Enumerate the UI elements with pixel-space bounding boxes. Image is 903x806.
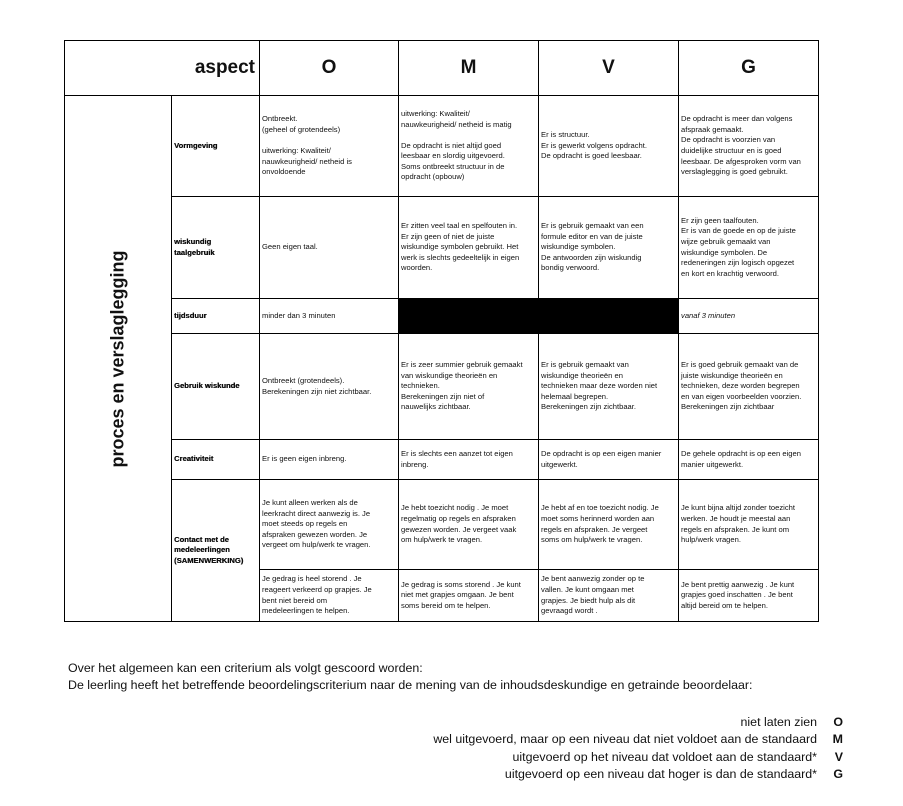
legend-row [433, 749, 843, 766]
cell-text-line: uitgewerkt. [541, 459, 578, 469]
cell-text-line: Er is gebruik gemaakt van een [541, 221, 644, 231]
aspect-name [172, 299, 260, 334]
section-label-cell [65, 96, 172, 622]
cell-text-line: woorden. [401, 263, 433, 273]
criterion-cell-o [260, 197, 399, 299]
cell-text-line: van wiskundige theorieën en [401, 370, 498, 380]
criterion-cell-m [399, 480, 539, 570]
cell-text-line: reageert verkeerd op grapjes. Je [262, 584, 372, 594]
criterion-cell-o [260, 96, 399, 197]
level-header-g: G [679, 41, 819, 96]
aspect-name [172, 96, 260, 197]
cell-text-line: Vormgeving [174, 140, 218, 150]
cell-text-line: Er is goed gebruik gemaakt van de [681, 360, 799, 370]
cell-text-line: wiskundige symbolen. [541, 242, 616, 252]
cell-text-line: opdracht (opbouw) [401, 172, 465, 182]
cell-text-line: De opdracht is voorzien van [681, 135, 776, 145]
cell-text-line: taalgebruik [174, 247, 215, 257]
cell-text-line: werk is slechts gedeeltelijk in eigen [401, 252, 520, 262]
cell-text-line: manier uitgewerkt. [681, 459, 744, 469]
aspect-name [172, 440, 260, 480]
cell-text-line: De opdracht is goed leesbaar. [541, 151, 642, 161]
cell-text-line: gewezen worden. Je vergeet vaak [401, 524, 517, 534]
cell-text-line: Je hebt af en toe toezicht nodig. Je [541, 503, 659, 513]
cell-text-line: Er zijn geen taalfouten. [681, 215, 759, 225]
cell-text-line: medeleerlingen te helpen. [262, 606, 350, 616]
cell-text-line: moet soms herinnerd worden aan [541, 513, 655, 523]
cell-text-line: Je kunt alleen werken als de [262, 498, 358, 508]
cell-text-line: soms bereid om te helpen. [401, 600, 491, 610]
cell-text-line: leesbaar en slordig uitgevoerd. [401, 151, 505, 161]
cell-text-line: en kort en krachtig verwoord. [681, 268, 779, 278]
cell-text-line: werken. Je houdt je meestal aan [681, 513, 791, 523]
criterion-cell-v [539, 440, 679, 480]
cell-text-line: Je gedrag is heel storend . Je [262, 574, 362, 584]
cell-text-line: vanaf 3 minuten [681, 310, 736, 320]
cell-text-line: Ontbreekt. [262, 114, 298, 124]
header-row [65, 41, 819, 96]
cell-text-line: De opdracht is meer dan volgens [681, 114, 793, 124]
criterion-cell-o [260, 440, 399, 480]
cell-text-line: bondig verwoord. [541, 263, 600, 273]
cell-text-line: Je bent prettig aanwezig . Je kunt [681, 579, 795, 589]
cell-text-line: redeneringen zijn logisch opgezet [681, 258, 795, 268]
legend-code: V [834, 749, 843, 764]
cell-text-line: nauwelijks zichtbaar. [401, 402, 471, 412]
cell-text-line: om hulp/werk te vragen. [401, 535, 483, 545]
cell-text-line: Berekeningen zijn zichtbaar [681, 402, 775, 412]
cell-text-line: Contact met de [174, 534, 229, 544]
criterion-cell-g [679, 96, 819, 197]
cell-text-line: technieken, deze worden begrepen [681, 381, 800, 391]
note-line: De leerling heeft het betreffende beoordelingscriterium naar de mening van de inhoudsdeskundige en getrainde beoordelaar: [68, 677, 753, 692]
criterion-cell-o [260, 299, 399, 334]
cell-text-line: bent niet bereid om [262, 595, 328, 605]
cell-text-line: De opdracht is niet altijd goed [401, 140, 502, 150]
criterion-cell-m [399, 197, 539, 299]
score-legend [433, 714, 843, 783]
cell-text-line: verslaglegging is goed gebruikt. [681, 167, 788, 177]
cell-text-line: De gehele opdracht is op een eigen [681, 448, 801, 458]
criterion-cell-o [260, 570, 399, 622]
cell-text-line: moet steeds op regels en [262, 519, 348, 529]
cell-text-line [401, 130, 536, 141]
rubric-table [64, 40, 819, 622]
cell-text-line: Er is gebruik gemaakt van [541, 360, 629, 370]
rubric-row-wiskundig-taalgebruik [65, 197, 819, 299]
cell-text-line: leesbaar. De afgesproken vorm van [681, 156, 801, 166]
legend-row [433, 731, 843, 748]
cell-text-line: en van eigen voorbeelden voorzien. [681, 391, 802, 401]
cell-text-line: De antwoorden zijn wiskundig [541, 252, 642, 262]
cell-text-line: Er is gewerkt volgens opdracht. [541, 140, 647, 150]
cell-text-line: (geheel of grotendeels) [262, 124, 341, 134]
cell-text-line: onvoldoende [262, 167, 306, 177]
criterion-cell-v [539, 96, 679, 197]
criterion-cell-g [679, 334, 819, 440]
cell-text-line: Creativiteit [174, 454, 214, 464]
cell-text-line: regels en afspraken. Je kunt om [681, 524, 790, 534]
cell-text-line: vallen. Je kunt omgaan met [541, 584, 634, 594]
cell-text-line: Berekeningen zijn niet zichtbaar. [262, 386, 372, 396]
cell-text-line: afspraken gewezen worden. Je [262, 529, 368, 539]
cell-text-line: afspraak gemaakt. [681, 124, 744, 134]
cell-text-line: juiste wiskundige theorieën en [681, 370, 783, 380]
cell-text-line: tijdsduur [174, 310, 207, 320]
cell-text-line: Je gedrag is soms storend . Je kunt [401, 579, 521, 589]
criterion-cell-o [260, 334, 399, 440]
criterion-cell-m [399, 334, 539, 440]
aspect-header: aspect [65, 41, 260, 96]
note-line: Over het algemeen kan een criterium als volgt gescoord worden: [68, 661, 423, 675]
criterion-cell-v [539, 480, 679, 570]
cell-text-line: minder dan 3 minuten [262, 310, 336, 320]
aspect-name [172, 334, 260, 440]
legend-description: uitgevoerd op het niveau dat voldoet aan de standaard* [512, 749, 817, 764]
cell-text-line: wijze gebruik gemaakt van [681, 236, 771, 246]
criterion-cell-m [399, 440, 539, 480]
legend-code: M [832, 732, 843, 747]
cell-text-line: Je bent aanwezig zonder op te [541, 574, 645, 584]
cell-text-line: (SAMENWERKING) [174, 555, 244, 565]
cell-text-line: niet met grapjes omgaan. Je bent [401, 590, 514, 600]
cell-text-line: wiskundige symbolen gebruikt. Het [401, 242, 519, 252]
legend-code: O [833, 715, 843, 729]
cell-text-line: inbreng. [401, 459, 429, 469]
cell-text-line: vergeet om hulp/werk te vragen. [262, 540, 371, 550]
legend-description: niet laten zien [740, 715, 817, 729]
cell-text-line: soms om hulp/werk te vragen. [541, 535, 643, 545]
rubric-row-tijdsduur [65, 299, 819, 334]
criterion-cell-v [539, 197, 679, 299]
cell-text-line: nauwkeurigheid/ netheid is [262, 156, 352, 166]
cell-text-line: Er is structuur. [541, 130, 590, 140]
legend-row [433, 766, 843, 783]
cell-text-line: Geen eigen taal. [262, 242, 318, 252]
rubric-row-gebruik-wiskunde [65, 334, 819, 440]
cell-text-line: duidelijke structuur en is goed [681, 146, 782, 155]
criterion-cell-g [679, 299, 819, 334]
cell-text-line: regels en afspraken. Je vergeet [541, 524, 648, 534]
cell-text-line: grapjes. Je biedt hulp als dit [541, 595, 636, 605]
criterion-cell-o [260, 480, 399, 570]
cell-text-line: technieken maar deze worden niet [541, 381, 658, 391]
cell-text-line: Gebruik wiskunde [174, 381, 240, 391]
cell-text-line: wiskundig [174, 236, 212, 246]
cell-text-line: formule editor en van de juiste [541, 231, 643, 241]
cell-text-line: hulp/werk vragen. [681, 535, 741, 545]
scoring-note [68, 660, 752, 693]
level-header-o: O [260, 41, 399, 96]
cell-text-line: uitwerking: Kwaliteit/ [401, 108, 470, 118]
rubric-row-vormgeving [65, 96, 819, 197]
cell-text-line: De opdracht is op een eigen manier [541, 448, 662, 458]
cell-text-line: Berekeningen zijn niet of [401, 391, 485, 401]
aspect-name [172, 480, 260, 622]
cell-text-line: Er zitten veel taal en spelfouten in. [401, 221, 518, 231]
cell-text-line: Er zijn geen of niet de juiste [401, 231, 495, 241]
section-label: proces en verslaglegging [107, 249, 128, 468]
cell-text-line: Er is van de goede en op de juiste [681, 226, 796, 236]
cell-text-line: Er is geen eigen inbreng. [262, 454, 347, 464]
criterion-cell-g [679, 570, 819, 622]
cell-text-line: Er is zeer summier gebruik gemaakt [401, 360, 523, 370]
cell-text-line: Je kunt bijna altijd zonder toezicht [681, 503, 795, 513]
blacked-out-cell [399, 299, 679, 334]
cell-text-line: wiskundige theorieën en [541, 370, 623, 380]
criterion-cell-g [679, 480, 819, 570]
cell-text-line: regelmatig op regels en afspraken [401, 513, 516, 523]
criterion-cell-g [679, 197, 819, 299]
cell-text-line: Soms ontbreekt structuur in de [401, 161, 505, 171]
legend-description: wel uitgevoerd, maar op een niveau dat niet voldoet aan de standaard [433, 732, 817, 747]
cell-text-line: gevraagd wordt . [541, 606, 598, 616]
cell-text-line: helemaal begrepen. [541, 391, 609, 401]
criterion-cell-m [399, 96, 539, 197]
criterion-cell-g [679, 440, 819, 480]
criterion-cell-v [539, 334, 679, 440]
aspect-name [172, 197, 260, 299]
legend-row [433, 714, 843, 731]
legend-description: uitgevoerd op een niveau dat hoger is dan de standaard* [504, 766, 817, 781]
cell-text-line: medeleerlingen [174, 545, 230, 555]
cell-text-line [262, 135, 396, 146]
criterion-cell-m [399, 570, 539, 622]
level-header-v: V [539, 41, 679, 96]
cell-text-line: leerkracht direct aanwezig is. Je [262, 508, 371, 518]
cell-text-line: nauwkeurigheid/ netheid is matig [401, 119, 512, 129]
criterion-cell-v [539, 570, 679, 622]
cell-text-line: altijd bereid om te helpen. [681, 600, 768, 610]
cell-text-line: Er is slechts een aanzet tot eigen [401, 448, 513, 458]
legend-code: G [833, 766, 843, 781]
cell-text-line: technieken. [401, 381, 440, 391]
cell-text-line: Ontbreekt (grotendeels). [262, 375, 345, 385]
cell-text-line: grapjes goed inschatten . Je bent [681, 590, 793, 600]
cell-text-line: wiskundige symbolen. De [681, 247, 768, 257]
rubric-row-samenwerking [65, 480, 819, 570]
cell-text-line: Berekeningen zijn zichtbaar. [541, 402, 636, 412]
level-header-m: M [399, 41, 539, 96]
rubric-row-creativiteit [65, 440, 819, 480]
cell-text-line: uitwerking: Kwaliteit/ [262, 146, 331, 155]
cell-text-line: Je hebt toezicht nodig . Je moet [401, 503, 509, 513]
